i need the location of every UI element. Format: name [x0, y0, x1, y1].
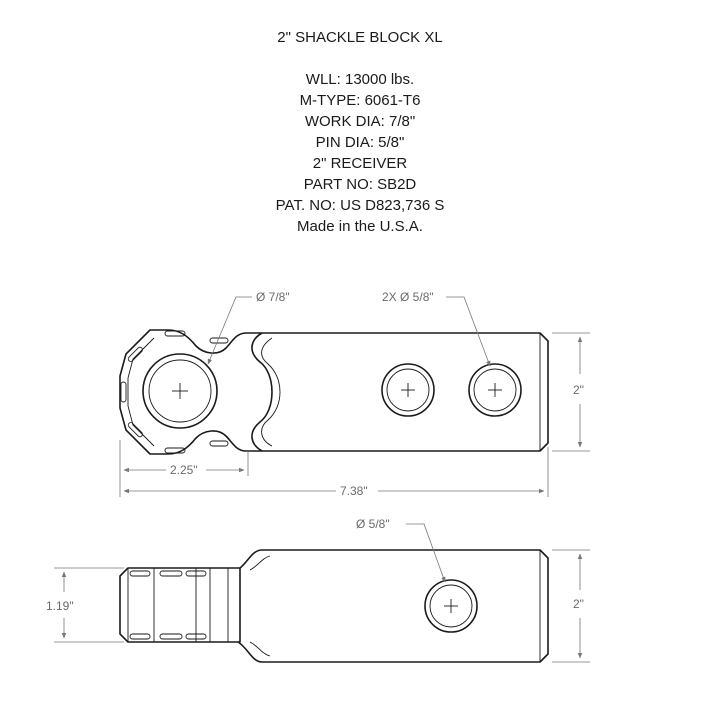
work-hole-leader: [208, 297, 252, 364]
spec-origin: Made in the U.S.A.: [297, 218, 423, 235]
side-view-transition-inner: [250, 556, 270, 656]
side-pin-hole-leader: [406, 524, 445, 582]
pin-holes-dim-label: 2X Ø 5/8": [382, 290, 434, 304]
side-view-slot: [130, 634, 150, 639]
top-view-slot: [210, 441, 228, 446]
eye-thickness-dim-label: 1.19": [46, 599, 74, 613]
top-view-slot: [210, 338, 228, 343]
pin-holes-leader: [446, 297, 490, 366]
spec-part-no: PART NO: SB2D: [303, 176, 417, 193]
side-view-slot: [160, 634, 182, 639]
spec-work-dia: WORK DIA: 7/8": [304, 113, 416, 130]
side-view-shank-outline: [238, 550, 548, 662]
top-view-slot: [127, 422, 143, 438]
spec-receiver: 2" RECEIVER: [312, 155, 408, 172]
top-view-slot: [127, 346, 143, 362]
top-view-slot: [121, 382, 126, 402]
side-view-slot: [160, 571, 182, 576]
height-top-dim-label: 2": [573, 383, 584, 397]
eye-length-dim-label: 2.25": [170, 463, 198, 477]
height-side-dim-label: 2": [573, 597, 584, 611]
top-view-eye-outline: [120, 330, 262, 454]
top-view-shank-outline: [262, 333, 548, 451]
overall-length-dim-label: 7.38": [340, 484, 368, 498]
side-view-eye-outline: [120, 568, 240, 642]
side-pin-hole-dim-label: Ø 5/8": [356, 517, 390, 531]
side-view-transition: [240, 550, 262, 568]
drawing-title: 2" SHACKLE BLOCK XL: [277, 29, 443, 46]
side-view: [120, 550, 548, 662]
top-view-neck-inner: [262, 338, 280, 446]
work-hole-dim-label: Ø 7/8": [256, 290, 290, 304]
top-view-dimensions: [120, 290, 590, 498]
spec-patent: PAT. NO: US D823,736 S: [275, 197, 445, 214]
spec-block: [276, 29, 445, 235]
spec-wll: WLL: 13000 lbs.: [305, 71, 415, 88]
side-view-slot: [130, 571, 150, 576]
spec-material: M-TYPE: 6061-T6: [299, 92, 421, 109]
spec-pin-dia: PIN DIA: 5/8": [315, 134, 405, 151]
